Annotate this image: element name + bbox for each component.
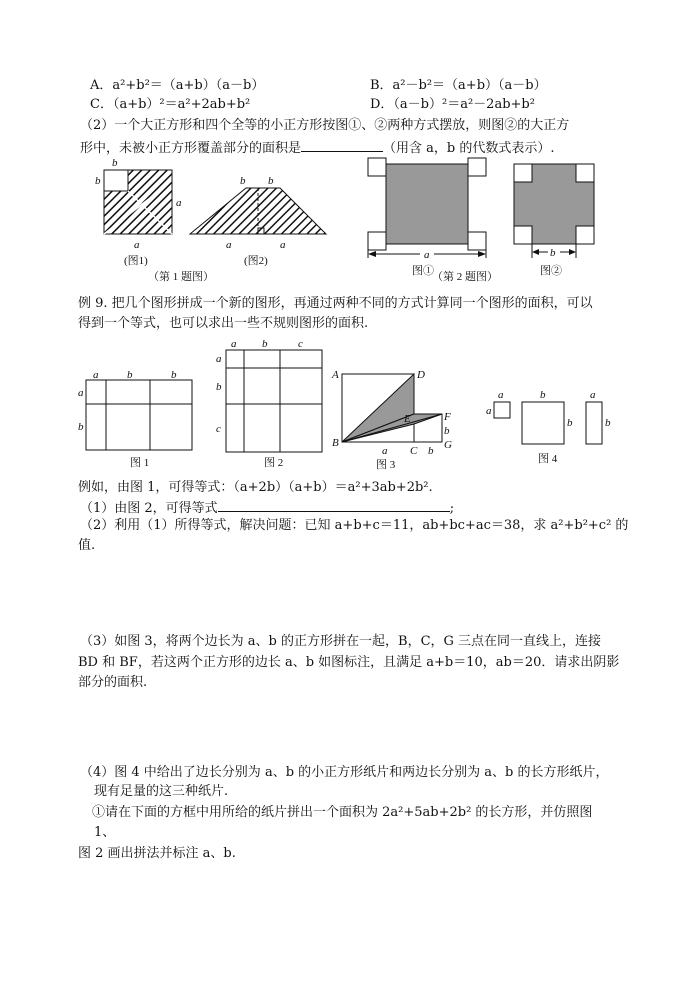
fig1-caption: (图1) bbox=[124, 255, 148, 267]
pt-G: G bbox=[444, 439, 452, 451]
g2-b-left: b bbox=[216, 381, 222, 393]
p1-text: （1）由图 2，可得等式 bbox=[80, 501, 218, 516]
fig3-caption: 图① bbox=[412, 265, 434, 277]
g1-a-top: a bbox=[93, 369, 99, 381]
p3-line1: （3）如图 3，将两个边长为 a、b 的正方形拼在一起，B，C，G 三点在同一直线上，连接 bbox=[80, 634, 602, 649]
pt-F: F bbox=[444, 411, 451, 423]
figure-row-1 bbox=[0, 158, 696, 288]
option-a: A．a²+b²＝（a+b）（a－b） bbox=[90, 78, 265, 93]
example-line: 例如，由图 1，可得等式：（a+2b）（a+b）＝a²+3ab+2b². bbox=[78, 480, 433, 495]
fig4-rect-a: a bbox=[590, 389, 596, 401]
fig2-caption: (图2) bbox=[244, 255, 268, 267]
g2-b-top: b bbox=[262, 338, 268, 350]
figure-row-2 bbox=[0, 338, 696, 471]
fig2-label: 图 2 bbox=[264, 457, 284, 469]
fig4-a-top: a bbox=[498, 389, 504, 401]
answer-blank bbox=[301, 139, 383, 152]
fig3-large-square bbox=[386, 164, 468, 244]
p3-line3: 部分的面积. bbox=[78, 675, 148, 690]
g2-c-top: c bbox=[298, 338, 303, 350]
fig1-label-b-top: b bbox=[112, 157, 118, 169]
fig3-label-a: a bbox=[424, 249, 430, 261]
g1-b-top1: b bbox=[127, 369, 133, 381]
group2-caption: （第 2 题图） bbox=[432, 271, 498, 283]
fig2-label-a1: a bbox=[226, 239, 232, 251]
g2-a-top: a bbox=[231, 338, 237, 350]
option-d: D．（a－b）²＝a²－2ab+b² bbox=[370, 97, 535, 112]
pt-D: D bbox=[417, 369, 425, 381]
fig3-a-bottom: a bbox=[382, 445, 388, 457]
p2-line2: 值. bbox=[78, 538, 96, 553]
grid-fig1 bbox=[86, 380, 192, 450]
fig4-b-top: b bbox=[540, 389, 546, 401]
pt-E: E bbox=[404, 413, 411, 425]
p1-line bbox=[80, 499, 454, 517]
ex9-line1: 例 9. 把几个图形拼成一个新的图形，再通过两种不同的方式计算同一个图形的面积，可以 bbox=[78, 296, 593, 311]
option-b: B．a²－b²＝（a+b）（a－b） bbox=[370, 78, 547, 93]
fig4-caption: 图② bbox=[540, 265, 562, 277]
p2-line1: （2）利用（1）所得等式，解决问题：已知 a+b+c＝11，ab+bc+ac＝38，求 a²+b²+c² 的 bbox=[80, 518, 629, 533]
fig2-label-a2: a bbox=[280, 239, 286, 251]
p4-line3: ①请在下面的方框中用所给的纸片拼出一个面积为 2a²+5ab+2b² 的长方形，并仿照图 bbox=[92, 805, 593, 820]
fig1-label-a-bottom: a bbox=[134, 239, 140, 251]
fig4-b-right: b bbox=[567, 417, 573, 429]
fig3-b-right: b bbox=[444, 425, 450, 437]
p4-line2: 现有足量的这三种纸片. bbox=[94, 784, 229, 799]
p1-end: ; bbox=[449, 501, 455, 516]
g1-b-top2: b bbox=[171, 369, 177, 381]
fig4-label-b: b bbox=[550, 247, 556, 259]
pt-A: A bbox=[332, 369, 339, 381]
q2-line2-end: （用含 a，b 的代数式表示）. bbox=[383, 141, 555, 156]
fig1-small-square bbox=[104, 170, 128, 191]
pt-B: B bbox=[332, 437, 339, 449]
g1-b-left: b bbox=[78, 421, 84, 433]
q2-line2 bbox=[80, 139, 555, 157]
fig2-label-b2: b bbox=[268, 175, 274, 187]
fig4-rectangle bbox=[586, 402, 602, 444]
g2-c-left: c bbox=[216, 423, 221, 435]
fig4-label: 图 4 bbox=[538, 453, 558, 465]
fig4-small-square bbox=[494, 402, 510, 418]
g1-a-left: a bbox=[78, 387, 84, 399]
fig1-label-b-left: b bbox=[95, 175, 101, 187]
q2-line2-start: 形中，未被小正方形覆盖部分的面积是 bbox=[80, 141, 302, 156]
group1-caption: （第 1 题图） bbox=[148, 271, 214, 283]
ex9-line2: 得到一个等式，也可以求出一些不规则图形的面积. bbox=[78, 316, 369, 331]
pt-C: C bbox=[410, 445, 418, 457]
fig1-label: 图 1 bbox=[130, 457, 150, 469]
p4-line1: （4）图 4 中给出了边长分别为 a、b 的小正方形纸片和两边长分别为 a、b 的长方形纸片， bbox=[80, 765, 609, 780]
q2-line1: （2）一个大正方形和四个全等的小正方形按图①、②两种方式摆放，则图②的大正方 bbox=[80, 118, 570, 133]
fig3-label: 图 3 bbox=[376, 459, 396, 471]
p3-line2: BD 和 BF，若这两个正方形的边长 a、b 如图标注，且满足 a+b＝10，ab＝20．请求出阴影 bbox=[78, 655, 620, 670]
fig1-label-a-right: a bbox=[176, 197, 182, 209]
g2-a-left: a bbox=[216, 353, 222, 365]
fig3-b-bottom: b bbox=[428, 445, 434, 457]
grid-fig2 bbox=[226, 350, 322, 452]
fig4-rect-b: b bbox=[605, 417, 611, 429]
fig4-a-left: a bbox=[486, 405, 492, 417]
p4-line4: 1、 bbox=[94, 825, 116, 840]
option-c: C．（a+b）²＝a²+2ab+b² bbox=[90, 97, 251, 112]
fig4-big-square bbox=[522, 402, 564, 444]
p4-line5: 图 2 画出拼法并标注 a、b. bbox=[78, 846, 236, 861]
p1-blank bbox=[218, 499, 450, 512]
fig2-label-b1: b bbox=[240, 175, 246, 187]
